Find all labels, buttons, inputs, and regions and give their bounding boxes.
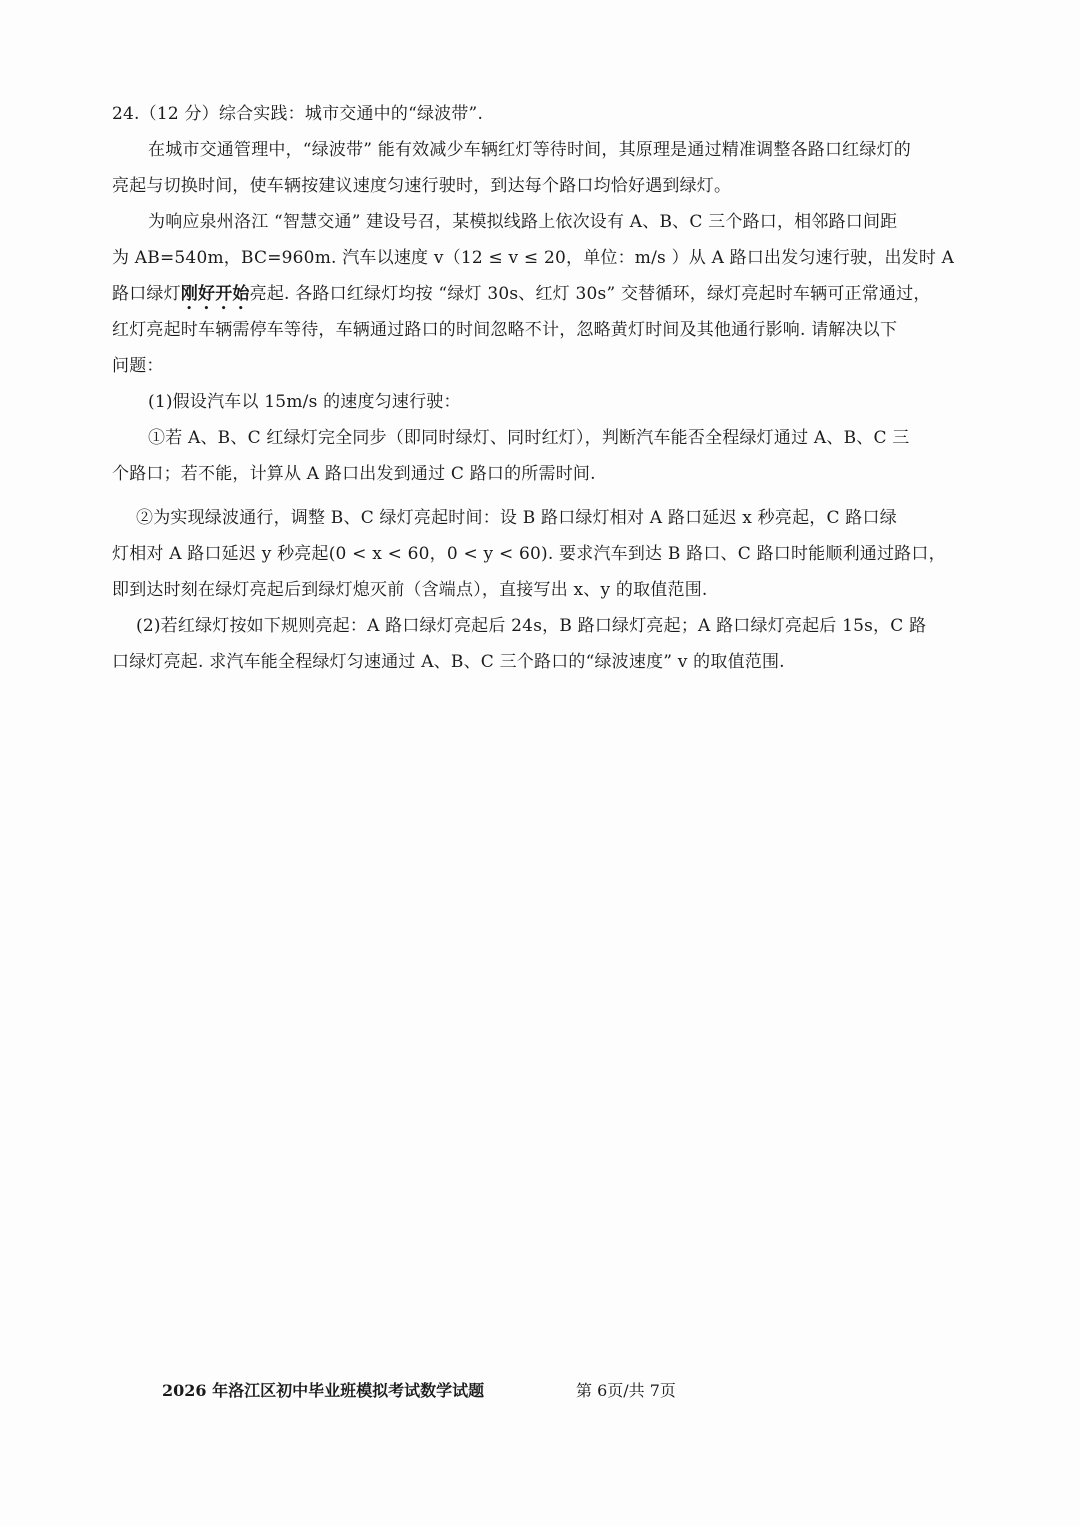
part1-sub1-line-2: 个路口；若不能，计算从 A 路口出发到通过 C 路口的所需时间.: [112, 464, 596, 484]
exam-title: 2026 年洛江区初中毕业班模拟考试数学试题: [162, 1381, 485, 1400]
part1-sub2-line-3: 即到达时刻在绿灯亮起后到绿灯熄灭前（含端点），直接写出 x、y 的取值范围.: [112, 580, 708, 600]
setup-line-2: 为 AB=540m，BC=960m. 汽车以速度 v（12 ≤ v ≤ 20，单位：m/s ）从 A 路口出发匀速行驶，出发时 A: [112, 248, 955, 268]
question-header: 24.（12 分）综合实践：城市交通中的“绿波带”.: [112, 104, 484, 124]
setup-line-1: 为响应泉州洛江 “智慧交通” 建设号召，某模拟线路上依次设有 A、B、C 三个路口，相邻路口间距: [148, 212, 898, 232]
part1-sub2-line-1: ②为实现绿波通行，调整 B、C 绿灯亮起时间：设 B 路口绿灯相对 A 路口延迟 x 秒亮起，C 路口绿: [136, 508, 897, 528]
part1-title: (1)假设汽车以 15m/s 的速度匀速行驶：: [148, 392, 461, 412]
question-24: [112, 96, 974, 680]
intro-line-1: 在城市交通管理中，“绿波带” 能有效减少车辆红灯等待时间，其原理是通过精准调整各路口红绿灯的: [148, 140, 911, 160]
setup-line-3-start: 路口绿灯: [112, 284, 181, 304]
emphasized-text: 刚好开始: [180, 284, 250, 304]
setup-line-5: 问题：: [112, 356, 164, 376]
spacer: [112, 492, 974, 500]
page-number: 第 6页/共 7页: [576, 1381, 676, 1400]
setup-line-4: 红灯亮起时车辆需停车等待，车辆通过路口的时间忽略不计，忽略黄灯时间及其他通行影响. 请解决以下: [112, 320, 898, 340]
setup-line-3: [112, 276, 974, 312]
part1-sub1-line-1: ①若 A、B、C 红绿灯完全同步（即同时绿灯、同时红灯），判断汽车能否全程绿灯通过 A、B、C 三: [148, 428, 910, 448]
setup-line-3-end: 亮起. 各路口红绿灯均按 “绿灯 30s、红灯 30s” 交替循环，绿灯亮起时车辆可正常通过，: [249, 284, 931, 304]
part2-line-2: 口绿灯亮起. 求汽车能全程绿灯匀速通过 A、B、C 三个路口的“绿波速度” v 的取值范围.: [112, 652, 785, 672]
intro-line-2: 亮起与切换时间，使车辆按建议速度匀速行驶时，到达每个路口均恰好遇到绿灯。: [112, 176, 732, 196]
part1-sub2-line-2: 灯相对 A 路口延迟 y 秒亮起(0 < x < 60，0 < y < 60). 要求汽车到达 B 路口、C 路口时能顺利通过路口，: [112, 544, 946, 564]
part2-line-1: (2)若红绿灯按如下规则亮起：A 路口绿灯亮起后 24s，B 路口绿灯亮起；A 路口绿灯亮起后 15s，C 路: [136, 616, 927, 636]
